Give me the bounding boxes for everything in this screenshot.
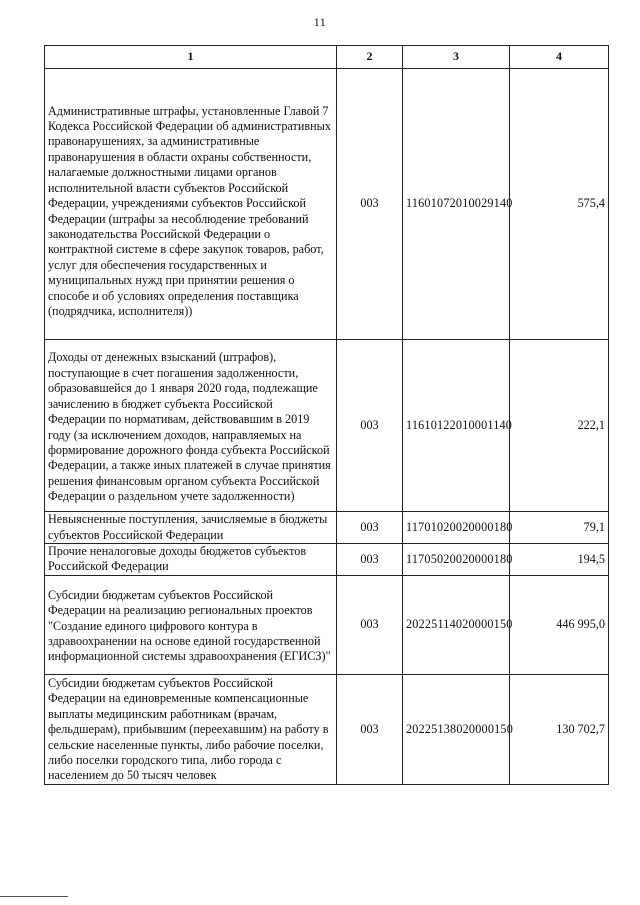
- budget-classification-code: 11601072010029140: [403, 69, 510, 340]
- revenue-description: Субсидии бюджетам субъектов Российской Федерации на реализацию региональных проектов "Создание единого цифрового контура в здравоохранении на основе единой государственной информационной системы здравоохранения (ЕГИСЗ)": [45, 575, 337, 674]
- header-column-4: 4: [510, 46, 609, 69]
- amount: 222,1: [510, 340, 609, 512]
- header-column-3: 3: [403, 46, 510, 69]
- budget-classification-code: 11701020020000180: [403, 512, 510, 544]
- admin-code: 003: [337, 69, 403, 340]
- admin-code: 003: [337, 544, 403, 576]
- table-row: [45, 575, 609, 674]
- table-row: [45, 544, 609, 576]
- header-column-2: 2: [337, 46, 403, 69]
- admin-code: 003: [337, 512, 403, 544]
- amount: 130 702,7: [510, 674, 609, 784]
- amount: 79,1: [510, 512, 609, 544]
- amount: 194,5: [510, 544, 609, 576]
- table-row: [45, 512, 609, 544]
- table-header-row: [45, 46, 609, 69]
- admin-code: 003: [337, 575, 403, 674]
- revenue-description: Невыясненные поступления, зачисляемые в бюджеты субъектов Российской Федерации: [45, 512, 337, 544]
- admin-code: 003: [337, 340, 403, 512]
- budget-classification-code: 11610122010001140: [403, 340, 510, 512]
- admin-code: 003: [337, 674, 403, 784]
- budget-classification-code: 20225138020000150: [403, 674, 510, 784]
- revenue-description: Прочие неналоговые доходы бюджетов субъектов Российской Федерации: [45, 544, 337, 576]
- page-number: 11: [313, 15, 327, 29]
- budget-classification-code: 20225114020000150: [403, 575, 510, 674]
- header-column-1: 1: [45, 46, 337, 69]
- budget-classification-code: 11705020020000180: [403, 544, 510, 576]
- table-row: [45, 674, 609, 784]
- revenue-description: Доходы от денежных взысканий (штрафов), поступающие в счет погашения задолженности, образовавшейся до 1 января 2020 года, подлежащие зачислению в бюджет субъекта Российской Федерации по нормативам, действовавшим в 2019 году (за исключением доходов, направляемых на формирование дорожного фонда субъекта Российской Федерации, а также иных платежей в случае принятия решения финансовым органом субъекта Российской Федерации о раздельном учете задолженности): [45, 340, 337, 512]
- amount: 446 995,0: [510, 575, 609, 674]
- revenue-description: Субсидии бюджетам субъектов Российской Федерации на единовременные компенсационные выплаты медицинским работникам (врачам, фельдшерам), прибывшим (переехавшим) на работу в сельские населенные пункты, либо рабочие поселки, либо поселки городского типа, либо города с населением до 50 тысяч человек: [45, 674, 337, 784]
- footer-divider: [0, 896, 68, 897]
- table-row: [45, 69, 609, 340]
- revenue-description: Административные штрафы, установленные Главой 7 Кодекса Российской Федерации об административных правонарушениях, за административные правонарушения в области охраны собственности, налагаемые должностными лицами органов исполнительной власти субъектов Российской Федерации, учреждениями субъектов Российской Федерации (штрафы за несоблюдение требований законодательства Российской Федерации о контрактной системе в сфере закупок товаров, работ, услуг для обеспечения государственных и муниципальных нужд при принятии решения о способе и об условиях определения поставщика (подрядчика, исполнителя)): [45, 69, 337, 340]
- table-row: [45, 340, 609, 512]
- amount: 575,4: [510, 69, 609, 340]
- budget-table: [44, 45, 609, 785]
